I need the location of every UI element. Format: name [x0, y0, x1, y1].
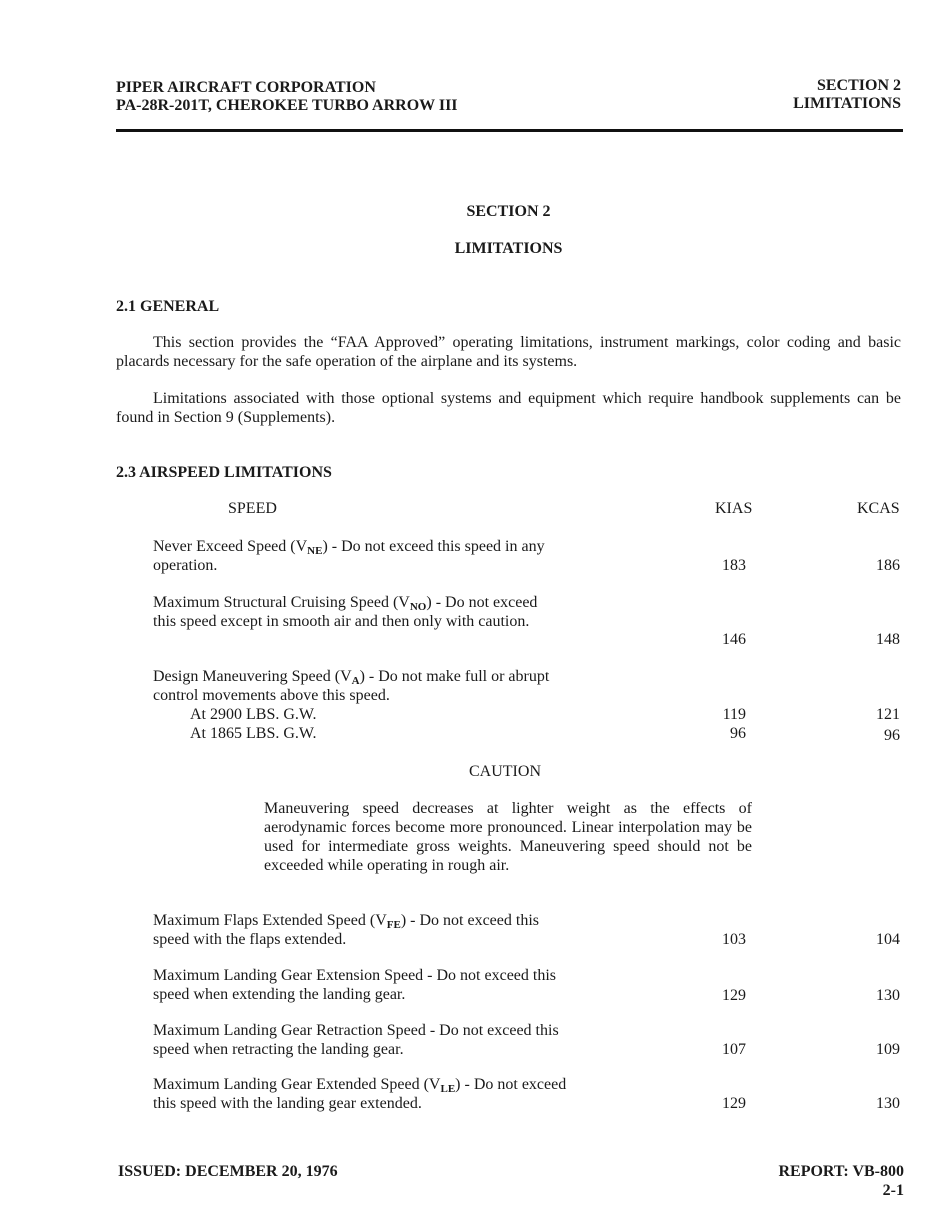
vfe-kias: 103 [722, 931, 746, 948]
vle-kias: 129 [722, 1095, 746, 1112]
vle-description: Maximum Landing Gear Extended Speed $(V_{LE})$ - Do not exceed this speed with the landing gear extended. [153, 1076, 567, 1112]
column-header-kias: KIAS [715, 500, 753, 517]
vne-kcas: 186 [876, 557, 900, 574]
gear-extension-description: Maximum Landing Gear Extension Speed - Do not exceed this speed when extending the landing gear. [153, 967, 557, 1003]
va-row-kias: 96 [730, 725, 746, 742]
gear-retraction-kcas: 109 [876, 1041, 900, 1058]
footer-page-number: 2-1 [882, 1182, 904, 1199]
va-row-kias: 119 [722, 706, 746, 723]
column-header-speed: SPEED [228, 500, 277, 517]
footer-report: REPORT: VB-800 [778, 1163, 904, 1180]
vfe-kcas: 104 [876, 931, 900, 948]
footer-issued: ISSUED: DECEMBER 20, 1976 [118, 1163, 338, 1180]
header-model: PA-28R-201T, CHEROKEE TURBO ARROW III [116, 97, 458, 114]
caution-text: Maneuvering speed decreases at lighter weight as the effects of aerodynamic forces become more pronounced. Linear interpolation may be used for intermediate gross weights. Maneuvering speed should not be exceeded while operating in rough air. [264, 800, 752, 874]
vno-kias: 146 [722, 631, 746, 648]
airspeed-heading: 2.3 AIRSPEED LIMITATIONS [116, 464, 332, 481]
vne-description: Never Exceed Speed $(V_{NE})$ - Do not exceed this speed in any operation. [153, 538, 545, 574]
vno-description: Maximum Structural Cruising Speed $(V_{NO})$ - Do not exceed this speed except in smooth air and then only with caution. [153, 594, 538, 630]
va-row-label: At 1865 LBS. G.W. [190, 725, 317, 742]
gear-retraction-description: Maximum Landing Gear Retraction Speed - Do not exceed this speed when retracting the landing gear. [153, 1022, 559, 1058]
va-description: Design Maneuvering Speed $(V_A)$ - Do not make full or abrupt control movements above this speed. [153, 668, 550, 704]
caution-heading: CAUTION [469, 763, 541, 780]
page-title: LIMITATIONS [454, 240, 563, 257]
gear-extension-kcas: 130 [876, 987, 900, 1004]
header-rule [116, 129, 903, 132]
header-company: PIPER AIRCRAFT CORPORATION [116, 79, 376, 96]
header-section: SECTION 2 [816, 77, 901, 94]
column-header-kcas: KCAS [857, 500, 900, 517]
vfe-description: Maximum Flaps Extended Speed $(V_{FE})$ - Do not exceed this speed with the flaps extended. [153, 912, 539, 948]
general-heading: 2.1 GENERAL [116, 298, 220, 315]
vno-kcas: 148 [876, 631, 900, 648]
gear-retraction-kias: 107 [722, 1041, 746, 1058]
vle-kcas: 130 [876, 1095, 900, 1112]
va-row-kcas: 121 [876, 706, 900, 723]
general-paragraph-2: Limitations associated with those optional systems and equipment which require handbook supplements can be found in Section 9 (Supplements). [116, 390, 901, 426]
va-row-label: At 2900 LBS. G.W. [190, 706, 317, 723]
gear-extension-kias: 129 [722, 987, 746, 1004]
page-section-title: SECTION 2 [466, 203, 551, 220]
vne-kias: 183 [722, 557, 746, 574]
header-section-name: LIMITATIONS [793, 95, 901, 112]
general-paragraph-1: This section provides the “FAA Approved” operating limitations, instrument markings, color coding and basic placards necessary for the safe operation of the airplane and its systems. [116, 334, 901, 370]
va-row-kcas: 96 [884, 727, 900, 744]
